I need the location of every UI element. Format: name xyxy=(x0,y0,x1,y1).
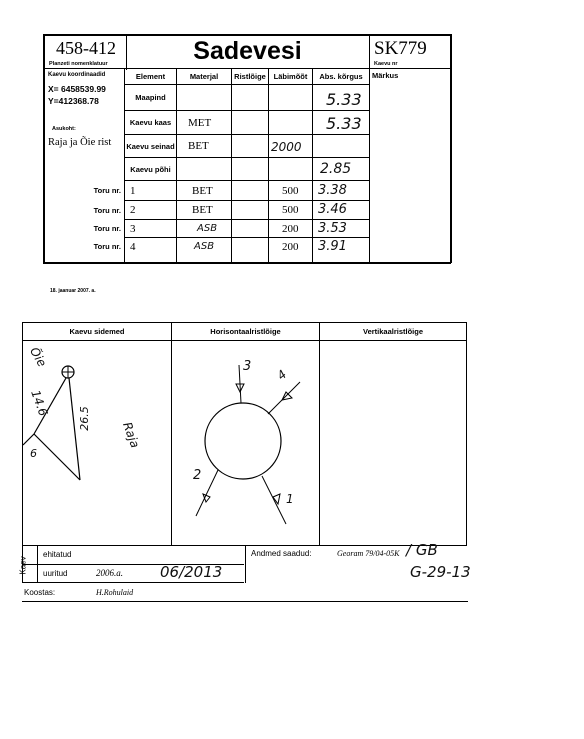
location-caption: Asukoht: xyxy=(52,126,76,132)
pipe-height-4: 3.91 xyxy=(318,238,347,254)
col-header-element: Element xyxy=(135,72,166,81)
pipe-material-3: ASB xyxy=(197,223,218,234)
row-material-kaas: MET xyxy=(188,116,212,129)
row-diameter-seinad: 2000 xyxy=(271,140,302,154)
row-element-kaas: Kaevu kaas xyxy=(129,118,172,127)
col-header-height: Abs. kõrgus xyxy=(319,72,363,81)
col-header-diameter: Läbimõõt xyxy=(273,72,308,81)
panel-title-connections: Kaevu sidemed xyxy=(69,327,125,336)
surveyed-year: 2006.a. xyxy=(96,568,123,578)
pipe-no-3: 3 xyxy=(130,222,136,235)
pipe-label-4: Toru nr. xyxy=(93,242,121,251)
well-number: SK779 xyxy=(374,38,427,59)
pipe-height-2: 3.46 xyxy=(318,202,347,217)
pipe-material-4: ASB xyxy=(194,241,215,252)
built-label: ehitatud xyxy=(43,550,72,559)
coords-caption: Kaevu koordinaadid xyxy=(48,72,106,78)
col-header-section: Ristlõige xyxy=(234,72,266,81)
pipe-number-4: 4 xyxy=(274,367,290,383)
sketch-label-265: 26.5 xyxy=(77,406,91,431)
surveyed-handwritten: 06/2013 xyxy=(160,563,223,581)
pipe-height-1: 3.38 xyxy=(318,183,347,198)
pipe-no-2: 2 xyxy=(130,204,136,216)
location-value: Raja ja Õie rist xyxy=(48,137,112,148)
sketch-label-6: 6 xyxy=(30,447,37,460)
sheet-number: 458-412 xyxy=(56,38,116,58)
pipe-label-3: Toru nr. xyxy=(93,224,121,233)
pipe-diameter-1: 500 xyxy=(282,184,299,197)
row-element-pohi: Kaevu põhi xyxy=(130,164,171,174)
data-handwritten-2: G-29-13 xyxy=(410,563,471,581)
date-note: 18. jaanuar 2007. a. xyxy=(50,288,96,294)
row-element-maapind: Maapind xyxy=(135,93,166,102)
coord-x: X= 6458539.99 xyxy=(48,84,106,94)
well-section-circle xyxy=(205,403,281,479)
row-element-seinad: Kaevu seinad xyxy=(126,141,175,151)
pipe-no-1: 1 xyxy=(130,184,136,197)
author-label: Koostas: xyxy=(24,588,56,597)
col-header-notes: Märkus xyxy=(372,71,399,80)
pipe-label-1: Toru nr. xyxy=(93,186,121,195)
pipe-no-4: 4 xyxy=(130,240,136,253)
sketch-label-146: 14.6 xyxy=(28,388,51,418)
well-number-caption: Kaevu nr xyxy=(374,61,398,67)
sheet-caption: Planzeti nomenklatuur xyxy=(49,61,108,67)
row-material-seinad: BET xyxy=(188,140,209,152)
col-header-material: Materjal xyxy=(189,72,219,81)
row-height-kaas: 5.33 xyxy=(326,113,362,133)
data-handwritten: / GB xyxy=(406,541,438,559)
row-height-maapind: 5.33 xyxy=(326,89,362,109)
pipe-number-1: 1 xyxy=(286,492,294,506)
pipe-label-2: Toru nr. xyxy=(93,205,121,215)
surveyed-label: uuritud xyxy=(43,569,68,578)
page-title: Sadevesi xyxy=(193,36,302,65)
panel-title-horizontal: Horisontaalristlõige xyxy=(210,327,281,336)
footer-side-label: Kaev xyxy=(18,556,28,575)
coord-y: Y=412368.78 xyxy=(48,96,99,106)
data-source: Georam 79/04-05K xyxy=(337,549,400,558)
pipe-material-2: BET xyxy=(192,204,213,216)
row-height-pohi: 2.85 xyxy=(320,161,352,177)
data-label: Andmed saadud: xyxy=(251,549,312,558)
pipe-material-1: BET xyxy=(192,184,213,197)
pipe-number-2: 2 xyxy=(193,468,202,483)
pipe-height-3: 3.53 xyxy=(318,220,347,236)
pipe-number-3: 3 xyxy=(243,359,252,374)
pipe-diameter-4: 200 xyxy=(282,240,299,253)
sketch-label-raja: Raja xyxy=(120,420,143,450)
pipe-diameter-3: 200 xyxy=(282,222,299,235)
sketch-label-oie: Õie xyxy=(26,344,50,370)
panel-title-vertical: Vertikaalristlõige xyxy=(362,327,424,336)
author-name: H.Rohulaid xyxy=(96,588,134,597)
pipe-diameter-2: 500 xyxy=(282,204,299,216)
